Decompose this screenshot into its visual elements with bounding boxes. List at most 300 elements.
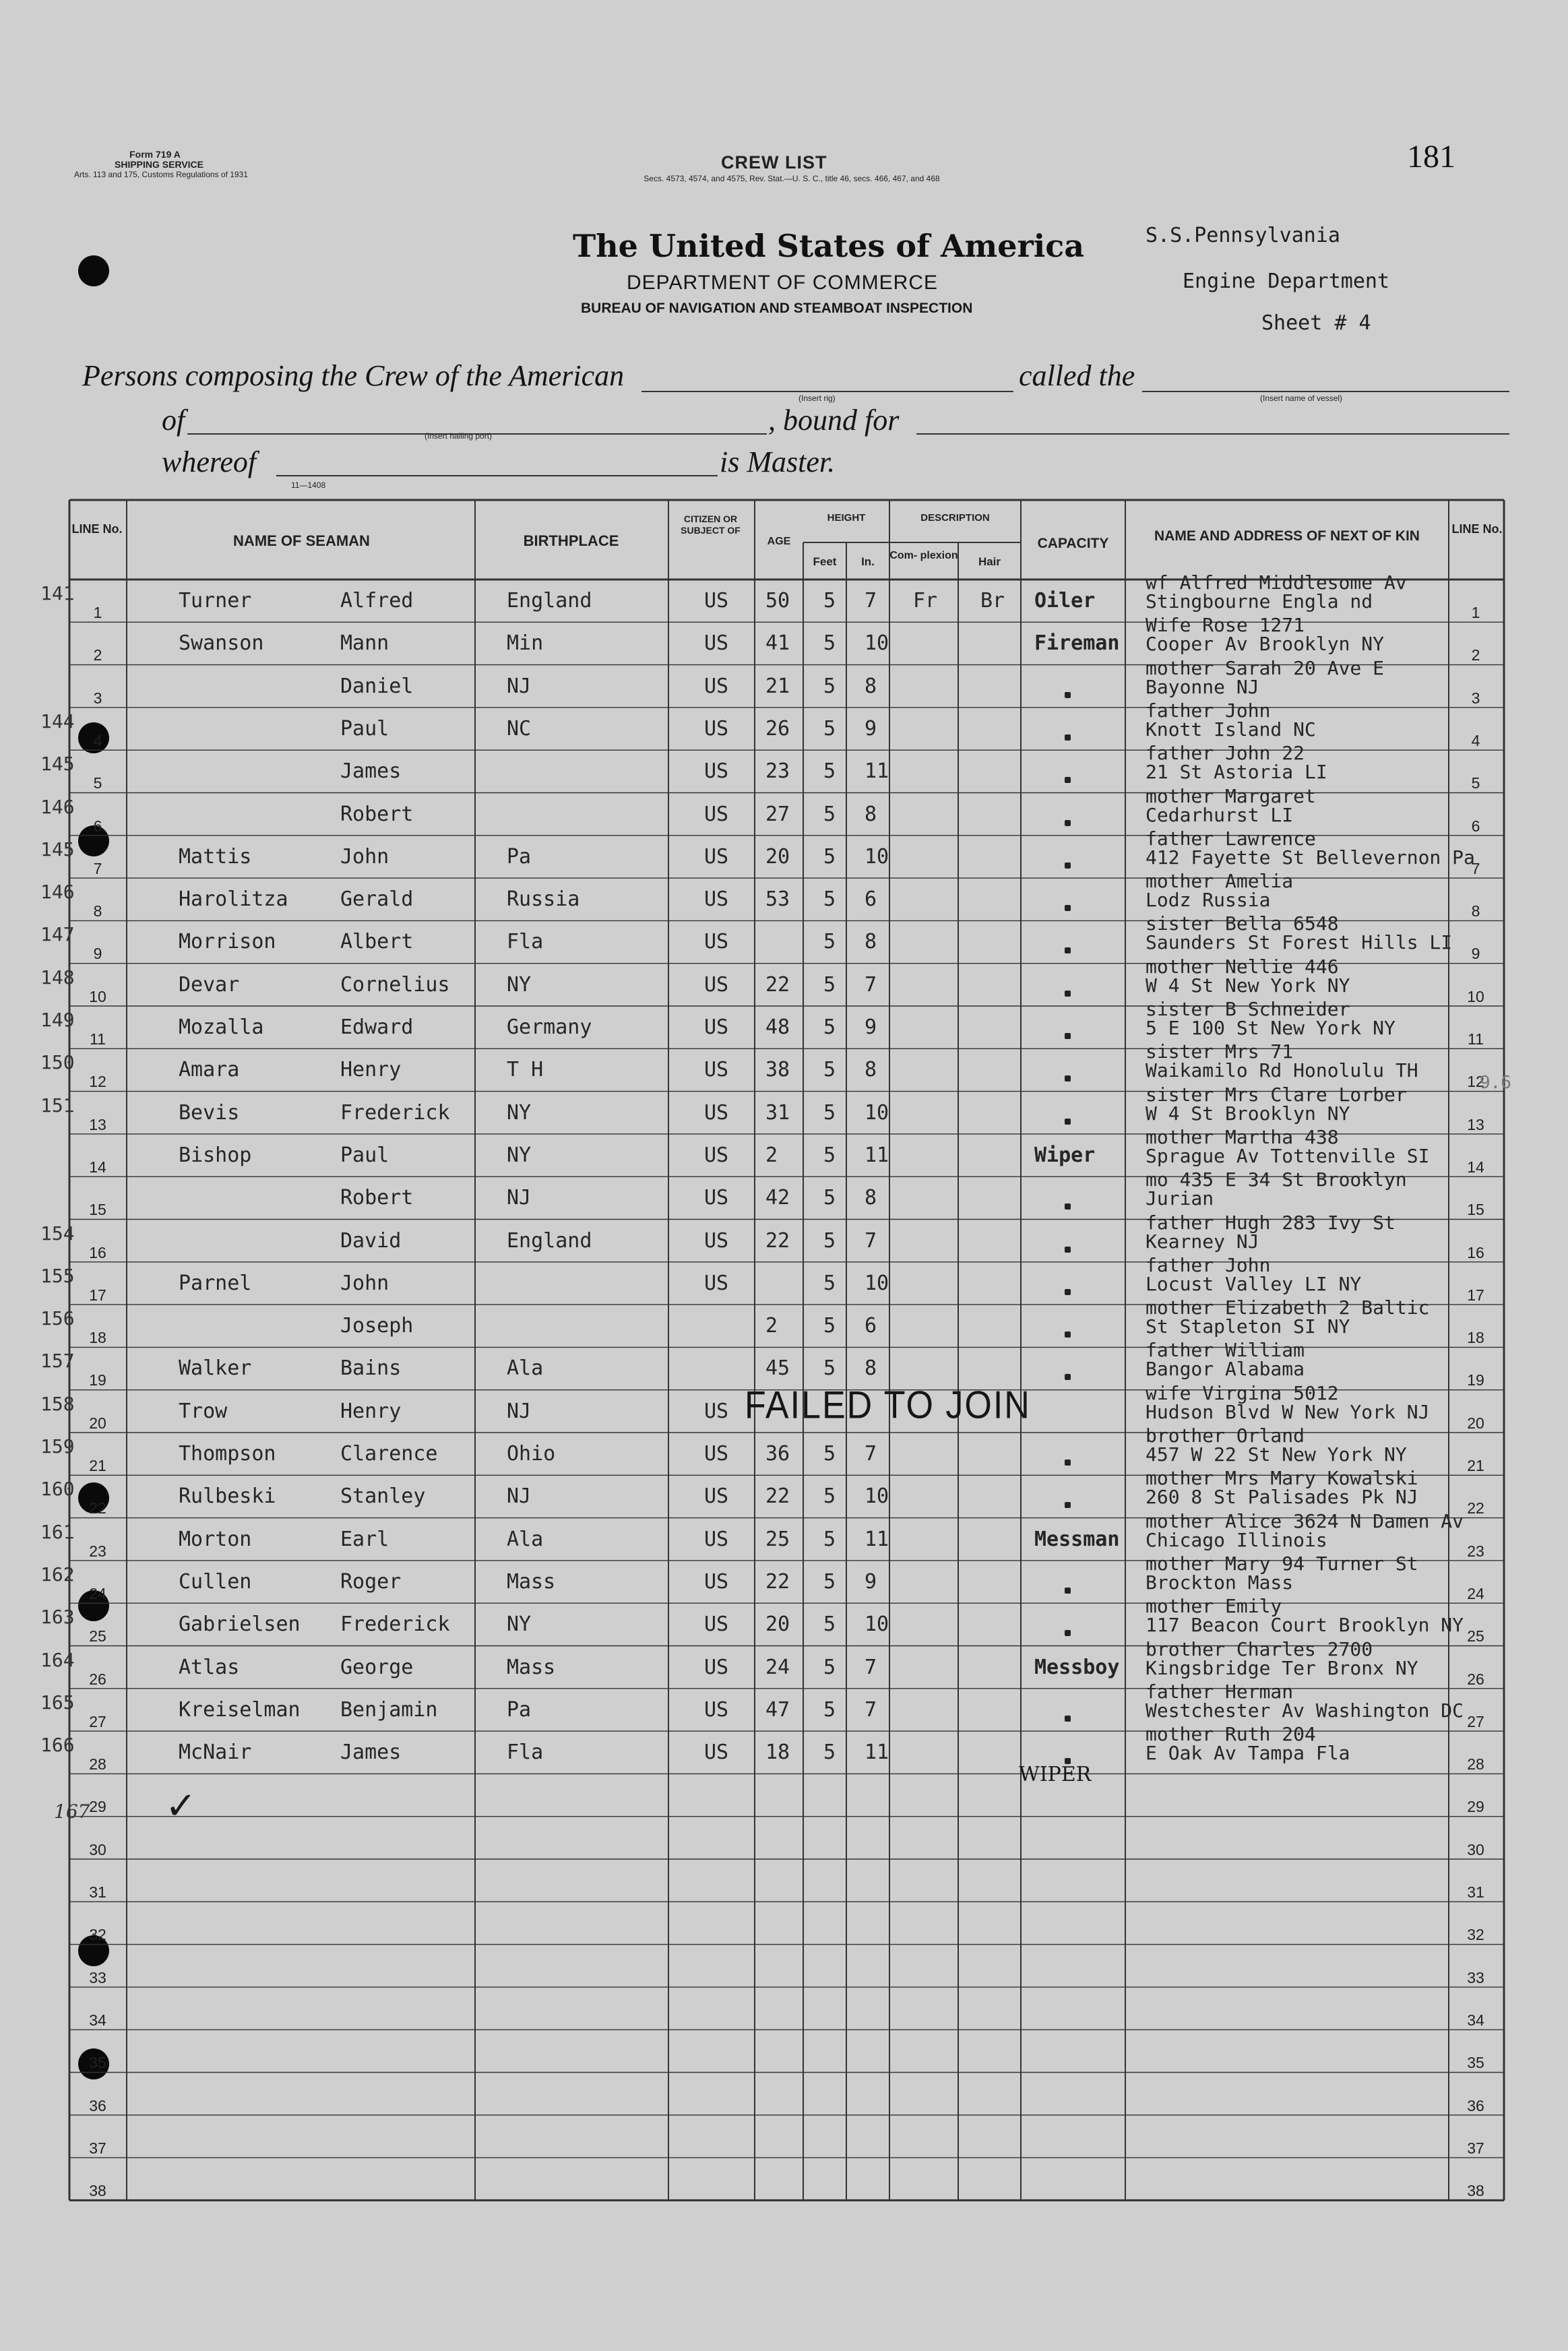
- seaman-surname: Amara: [179, 1058, 240, 1082]
- seaman-surname: McNair: [179, 1741, 252, 1765]
- crew-seq-number: 155: [40, 1264, 75, 1287]
- ditto-mark: [1065, 1331, 1071, 1338]
- next-of-kin-line: mother Emily: [1146, 1595, 1282, 1618]
- header-complexion: Com- plexion: [889, 550, 958, 561]
- ditto-mark: [1065, 947, 1071, 953]
- height-inches-cell: 8: [865, 802, 877, 826]
- line-number-right: 26: [1467, 1670, 1484, 1688]
- height-feet-cell: 5: [823, 1314, 836, 1338]
- height-feet-cell: 5: [823, 1527, 836, 1551]
- height-inches-cell: 8: [865, 674, 877, 698]
- seaman-surname: Rulbeski: [179, 1484, 276, 1509]
- birthplace-cell: Fla: [507, 1741, 544, 1765]
- next-of-kin-line: Kearney NJ: [1146, 1230, 1259, 1253]
- seaman-surname: Bishop: [179, 1143, 252, 1167]
- seaman-surname: Trow: [179, 1399, 228, 1423]
- line-number: 1: [93, 604, 102, 621]
- citizen-cell: US: [704, 1655, 729, 1679]
- age-cell: 23: [765, 759, 790, 784]
- line-number-right: 30: [1467, 1840, 1484, 1858]
- line-number: 12: [89, 1073, 106, 1091]
- height-feet-cell: 5: [823, 589, 836, 613]
- next-of-kin-line: sister Bella 6548: [1146, 912, 1339, 935]
- seaman-surname: Thompson: [179, 1442, 276, 1466]
- seaman-given-name: Alfred: [340, 589, 414, 613]
- seaman-given-name: Mann: [340, 631, 389, 656]
- line-number-right: 18: [1467, 1329, 1484, 1347]
- age-cell: 45: [765, 1356, 790, 1381]
- margin-note: 167: [54, 1800, 90, 1823]
- birthplace-cell: NJ: [507, 1186, 532, 1210]
- age-cell: 20: [765, 1612, 790, 1637]
- next-of-kin-line: Locust Valley LI NY: [1146, 1272, 1362, 1295]
- engine-department: Engine Department: [1183, 270, 1390, 293]
- seaman-given-name: Benjamin: [340, 1697, 438, 1722]
- check-mark: ✓: [165, 1784, 197, 1828]
- wiper-handwritten: WIPER: [1019, 1763, 1092, 1786]
- height-inches-cell: 6: [865, 887, 877, 912]
- line-number-right: 12: [1467, 1073, 1484, 1091]
- next-of-kin-line: wife Virgina 5012: [1146, 1381, 1339, 1404]
- next-of-kin-line: sister B Schneider: [1146, 998, 1350, 1020]
- next-of-kin-line: mother Margaret: [1146, 784, 1316, 807]
- line-number: 23: [89, 1542, 106, 1560]
- next-of-kin-line: 21 St Astoria LI: [1146, 761, 1327, 784]
- height-inches-cell: 8: [865, 1356, 877, 1381]
- line-number-right: 19: [1467, 1371, 1484, 1389]
- ditto-mark: [1065, 777, 1071, 783]
- line-number-right: 38: [1467, 2182, 1484, 2200]
- seaman-surname: Kreiselman: [179, 1697, 301, 1722]
- line-number: 16: [89, 1243, 106, 1261]
- crew-seq-number: 158: [40, 1392, 75, 1415]
- height-inches-cell: 7: [865, 972, 877, 997]
- next-of-kin-line: father Herman: [1146, 1680, 1294, 1703]
- next-of-kin-line: brother Charles 2700: [1146, 1637, 1373, 1660]
- next-of-kin-line: Chicago Illinois: [1146, 1528, 1327, 1551]
- line-number-right: 5: [1471, 774, 1480, 792]
- line-number: 15: [89, 1201, 106, 1219]
- birthplace-cell: Ala: [507, 1527, 544, 1551]
- next-of-kin-line: mother Ruth 204: [1146, 1723, 1316, 1746]
- ditto-mark: [1065, 692, 1071, 698]
- next-of-kin-line: Cooper Av Brooklyn NY: [1146, 633, 1385, 656]
- line-number-right: 35: [1467, 2054, 1484, 2072]
- ditto-mark: [1065, 1033, 1071, 1039]
- crew-seq-number: 162: [40, 1563, 75, 1586]
- age-cell: 31: [765, 1100, 790, 1125]
- line-number: 7: [93, 859, 102, 877]
- line-number: 19: [89, 1371, 106, 1389]
- ditto-mark: [1065, 1588, 1071, 1594]
- of-label: of: [162, 404, 185, 437]
- seaman-given-name: Daniel: [340, 674, 414, 698]
- ditto-mark: [1065, 1502, 1071, 1508]
- birthplace-cell: Min: [507, 631, 544, 656]
- line-number-right: 13: [1467, 1115, 1484, 1133]
- crew-seq-number: 146: [40, 881, 75, 904]
- next-of-kin-line: E Oak Av Tampa Fla: [1146, 1742, 1350, 1765]
- height-inches-cell: 10: [865, 1484, 889, 1509]
- height-feet-cell: 5: [823, 972, 836, 997]
- seaman-given-name: Robert: [340, 1186, 414, 1210]
- height-inches-cell: 7: [865, 1697, 877, 1722]
- line-number: 3: [93, 689, 102, 707]
- citizen-cell: US: [704, 589, 729, 613]
- seaman-given-name: Cornelius: [340, 972, 450, 997]
- ditto-mark: [1065, 1630, 1071, 1636]
- height-inches-cell: 10: [865, 844, 889, 869]
- seaman-given-name: George: [340, 1655, 414, 1679]
- line-number-right: 6: [1471, 817, 1480, 835]
- citizen-cell: US: [704, 1228, 729, 1253]
- capacity-cell: Oiler: [1034, 589, 1096, 613]
- crew-seq-number: 144: [40, 710, 75, 732]
- birthplace-cell: Fla: [507, 930, 544, 954]
- header-line-no: LINE No.: [71, 522, 123, 536]
- next-of-kin-line: Bangor Alabama: [1146, 1358, 1305, 1381]
- age-cell: 53: [765, 887, 790, 912]
- citizen-cell: US: [704, 930, 729, 954]
- next-of-kin-line: mother Mary 94 Turner St: [1146, 1552, 1418, 1575]
- seaman-given-name: Henry: [340, 1058, 402, 1082]
- line-number: 25: [89, 1627, 106, 1645]
- birthplace-cell: NY: [507, 972, 532, 997]
- seaman-surname: Bevis: [179, 1100, 240, 1125]
- height-inches-cell: 10: [865, 1100, 889, 1125]
- crew-seq-number: 150: [40, 1051, 75, 1074]
- line-number-right: 33: [1467, 1968, 1484, 1986]
- height-inches-cell: 8: [865, 930, 877, 954]
- height-inches-cell: 11: [865, 1741, 889, 1765]
- seaman-given-name: Clarence: [340, 1442, 438, 1466]
- citizen-cell: US: [704, 1399, 729, 1423]
- citizen-cell: US: [704, 1100, 729, 1125]
- citizen-cell: US: [704, 716, 729, 741]
- page-number: 181: [1407, 139, 1455, 175]
- seaman-given-name: Stanley: [340, 1484, 426, 1509]
- line-number: 26: [89, 1670, 106, 1688]
- line-number-right: 21: [1467, 1457, 1484, 1474]
- line-number: 34: [89, 2011, 106, 2029]
- ditto-mark: [1065, 991, 1071, 997]
- next-of-kin-line: brother Orland: [1146, 1424, 1305, 1447]
- next-of-kin-line: Brockton Mass: [1146, 1571, 1294, 1594]
- citizen-cell: US: [704, 802, 729, 826]
- height-feet-cell: 5: [823, 802, 836, 826]
- next-of-kin-line: Waikamilo Rd Honolulu TH: [1146, 1059, 1418, 1082]
- age-cell: 27: [765, 802, 790, 826]
- seaman-given-name: Frederick: [340, 1100, 450, 1125]
- birthplace-cell: Mass: [507, 1655, 556, 1679]
- capacity-cell: Wiper: [1034, 1143, 1096, 1167]
- next-of-kin-line: 5 E 100 St New York NY: [1146, 1017, 1395, 1039]
- seaman-surname: Harolitza: [179, 887, 288, 912]
- line-number-right: 7: [1471, 859, 1480, 877]
- height-feet-cell: 5: [823, 759, 836, 784]
- header-inches: In.: [861, 555, 875, 568]
- height-feet-cell: 5: [823, 1569, 836, 1594]
- line-number-right: 29: [1467, 1798, 1484, 1816]
- next-of-kin-line: Sprague Av Tottenville SI: [1146, 1144, 1430, 1167]
- line-number: 22: [89, 1499, 106, 1517]
- rig-hint: (Insert rig): [798, 394, 836, 403]
- citizen-cell: US: [704, 1442, 729, 1466]
- line-number: 32: [89, 1926, 106, 1944]
- age-cell: 50: [765, 589, 790, 613]
- line-number: 21: [89, 1457, 106, 1474]
- age-cell: 22: [765, 1569, 790, 1594]
- height-feet-cell: 5: [823, 716, 836, 741]
- citizen-cell: US: [704, 972, 729, 997]
- line-number: 13: [89, 1115, 106, 1133]
- next-of-kin-line: Wife Rose 1271: [1146, 614, 1305, 637]
- vessel-hint: (Insert name of vessel): [1260, 394, 1343, 403]
- height-inches-cell: 7: [865, 1228, 877, 1253]
- next-of-kin-line: Hudson Blvd W New York NJ: [1146, 1400, 1430, 1423]
- header-hair: Hair: [978, 555, 1001, 568]
- seaman-given-name: Paul: [340, 1143, 389, 1167]
- age-cell: 2: [765, 1143, 778, 1167]
- height-feet-cell: 5: [823, 1655, 836, 1679]
- age-cell: 2: [765, 1314, 778, 1338]
- citizen-cell: US: [704, 631, 729, 656]
- line-number-right: 27: [1467, 1712, 1484, 1730]
- height-inches-cell: 9: [865, 1569, 877, 1594]
- failed-to-join-stamp: FAILED TO JOIN: [745, 1384, 1031, 1427]
- next-of-kin-line: W 4 St Brooklyn NY: [1146, 1102, 1350, 1125]
- height-feet-cell: 5: [823, 631, 836, 656]
- next-of-kin-line: father William: [1146, 1339, 1305, 1362]
- line-number: 8: [93, 902, 102, 920]
- age-cell: 18: [765, 1741, 790, 1765]
- height-inches-cell: 7: [865, 1655, 877, 1679]
- crew-seq-number: 161: [40, 1520, 75, 1543]
- seaman-surname: Turner: [179, 589, 252, 613]
- ditto-mark: [1065, 1289, 1071, 1295]
- line-number: 5: [93, 774, 102, 792]
- line-number-right: 11: [1468, 1030, 1484, 1048]
- height-inches-cell: 9: [865, 1015, 877, 1039]
- line-number: 30: [89, 1840, 106, 1858]
- bureau-title: BUREAU OF NAVIGATION AND STEAMBOAT INSPECTION: [581, 301, 973, 316]
- print-code: 11—1408: [291, 480, 326, 490]
- header-capacity: CAPACITY: [1037, 536, 1109, 551]
- seaman-given-name: Edward: [340, 1015, 414, 1039]
- next-of-kin-line: Bayonne NJ: [1146, 675, 1259, 698]
- citizen-cell: US: [704, 1697, 729, 1722]
- citizen-cell: US: [704, 1569, 729, 1594]
- ditto-mark: [1065, 1716, 1071, 1722]
- ditto-mark: [1065, 1075, 1071, 1082]
- crew-seq-number: 163: [40, 1606, 75, 1629]
- next-of-kin-line: mother Sarah 20 Ave E: [1146, 656, 1385, 679]
- ditto-mark: [1065, 1460, 1071, 1466]
- birthplace-cell: NJ: [507, 674, 532, 698]
- header-feet: Feet: [813, 555, 837, 568]
- line-number: 9: [93, 945, 102, 963]
- age-cell: 21: [765, 674, 790, 698]
- seaman-surname: Parnel: [179, 1271, 252, 1295]
- line-number-right: 17: [1467, 1286, 1484, 1304]
- ditto-mark: [1065, 905, 1071, 911]
- crew-seq-number: 165: [40, 1691, 75, 1714]
- seaman-surname: Mattis: [179, 844, 252, 869]
- height-inches-cell: 10: [865, 1612, 889, 1637]
- form-number: Form 719 A: [129, 149, 181, 160]
- form-title: CREW LIST: [721, 152, 827, 173]
- crew-seq-number: 146: [40, 795, 75, 818]
- seaman-given-name: Frederick: [340, 1612, 450, 1637]
- crew-seq-number: 145: [40, 838, 75, 860]
- line-number-right: 37: [1467, 2139, 1484, 2157]
- next-of-kin-line: Jurian: [1146, 1187, 1214, 1210]
- line-number-right: 32: [1467, 1926, 1484, 1944]
- line-number: 6: [93, 817, 102, 835]
- capacity-cell: Fireman: [1034, 631, 1120, 656]
- is-master-label: is Master.: [720, 445, 836, 478]
- height-inches-cell: 7: [865, 589, 877, 613]
- seaman-surname: Swanson: [179, 631, 264, 656]
- line-number: 27: [89, 1712, 106, 1730]
- height-inches-cell: 8: [865, 1058, 877, 1082]
- ditto-mark: [1065, 734, 1071, 741]
- next-of-kin-line: mother Amelia: [1146, 870, 1294, 893]
- birthplace-cell: Mass: [507, 1569, 556, 1594]
- line-number: 17: [89, 1286, 106, 1304]
- next-of-kin-line: Cedarhurst LI: [1146, 803, 1294, 826]
- next-of-kin-line: 457 W 22 St New York NY: [1146, 1443, 1407, 1466]
- bound-for-label: , bound for: [768, 404, 900, 437]
- line-number-right: 34: [1467, 2011, 1484, 2029]
- seaman-given-name: John: [340, 844, 389, 869]
- next-of-kin-line: 117 Beacon Court Brooklyn NY: [1146, 1614, 1464, 1637]
- citizen-cell: US: [704, 1612, 729, 1637]
- birthplace-cell: Pa: [507, 1697, 532, 1722]
- seaman-surname: Mozalla: [179, 1015, 264, 1039]
- next-of-kin-line: mother Elizabeth 2 Baltic: [1146, 1296, 1430, 1319]
- line-number: 28: [89, 1755, 106, 1774]
- height-inches-cell: 8: [865, 1186, 877, 1210]
- height-feet-cell: 5: [823, 1697, 836, 1722]
- ditto-mark: [1065, 1247, 1071, 1253]
- birthplace-cell: Germany: [507, 1015, 592, 1039]
- birthplace-cell: Ohio: [507, 1442, 556, 1466]
- form-department: SHIPPING SERVICE: [115, 159, 204, 170]
- sheet-number: Sheet # 4: [1261, 311, 1371, 335]
- ditto-mark: [1065, 1203, 1071, 1210]
- birthplace-cell: NY: [507, 1143, 532, 1167]
- height-inches-cell: 11: [865, 1143, 889, 1167]
- line-number: 37: [89, 2139, 106, 2157]
- height-inches-cell: 10: [865, 631, 889, 656]
- next-of-kin-line: father Lawrence: [1146, 827, 1316, 850]
- form-statutes: Secs. 4573, 4574, and 4575, Rev. Stat.—U. S. C., title 46, secs. 466, 467, and 468: [644, 174, 940, 183]
- line-number: 4: [93, 731, 102, 749]
- next-of-kin-line: father Hugh 283 Ivy St: [1146, 1211, 1395, 1234]
- crew-seq-number: 160: [40, 1478, 75, 1501]
- height-inches-cell: 10: [865, 1271, 889, 1295]
- age-cell: 41: [765, 631, 790, 656]
- line-number-right: 28: [1467, 1755, 1484, 1774]
- birthplace-cell: Ala: [507, 1356, 544, 1381]
- height-feet-cell: 5: [823, 1186, 836, 1210]
- seaman-given-name: Gerald: [340, 887, 414, 912]
- citizen-cell: US: [704, 1058, 729, 1082]
- citizen-cell: US: [704, 1527, 729, 1551]
- seaman-given-name: Earl: [340, 1527, 389, 1551]
- birthplace-cell: NY: [507, 1612, 532, 1637]
- header-citizen: CITIZEN OR SUBJECT OF: [681, 513, 741, 536]
- height-feet-cell: 5: [823, 1612, 836, 1637]
- crew-seq-number: 157: [40, 1350, 75, 1373]
- crew-seq-number: 154: [40, 1222, 75, 1245]
- line-number-right: 31: [1467, 1883, 1484, 1901]
- height-feet-cell: 5: [823, 887, 836, 912]
- height-inches-cell: 9: [865, 716, 877, 741]
- seaman-given-name: James: [340, 759, 402, 784]
- next-of-kin-line: father John 22: [1146, 742, 1305, 765]
- header-description: DESCRIPTION: [920, 512, 990, 524]
- line-number-right: 3: [1471, 689, 1480, 707]
- header-name: NAME OF SEAMAN: [233, 532, 370, 549]
- crew-line-label: Persons composing the Crew of the American: [82, 359, 625, 392]
- department-title: DEPARTMENT OF COMMERCE: [627, 272, 939, 294]
- age-cell: 42: [765, 1186, 790, 1210]
- complexion-cell: Fr: [913, 589, 938, 613]
- line-number-right: 14: [1467, 1158, 1484, 1176]
- citizen-cell: US: [704, 1741, 729, 1765]
- line-number: 2: [93, 646, 102, 664]
- ditto-mark: [1065, 863, 1071, 869]
- citizen-cell: US: [704, 887, 729, 912]
- birthplace-cell: NJ: [507, 1399, 532, 1423]
- age-cell: 47: [765, 1697, 790, 1722]
- height-feet-cell: 5: [823, 674, 836, 698]
- line-number-right: 8: [1471, 902, 1480, 920]
- seaman-given-name: James: [340, 1741, 402, 1765]
- seaman-surname: Morrison: [179, 930, 276, 954]
- crew-seq-number: 141: [40, 582, 75, 604]
- next-of-kin-line: 412 Fayette St Bellevernon Pa: [1146, 846, 1475, 869]
- capacity-cell: Messman: [1034, 1527, 1120, 1551]
- next-of-kin-line: wf Alfred Middlesome Av: [1146, 571, 1407, 594]
- age-cell: 22: [765, 1228, 790, 1253]
- height-feet-cell: 5: [823, 1015, 836, 1039]
- age-cell: 22: [765, 1484, 790, 1509]
- seaman-given-name: Joseph: [340, 1314, 414, 1338]
- citizen-cell: US: [704, 759, 729, 784]
- ditto-mark: [1065, 820, 1071, 826]
- line-number: 24: [89, 1584, 106, 1602]
- next-of-kin-line: W 4 St New York NY: [1146, 974, 1350, 997]
- age-cell: 26: [765, 716, 790, 741]
- line-number-right: 25: [1467, 1627, 1484, 1645]
- seaman-surname: Gabrielsen: [179, 1612, 301, 1637]
- next-of-kin-line: Stingbourne Engla nd: [1146, 590, 1373, 613]
- height-feet-cell: 5: [823, 1741, 836, 1765]
- crew-seq-number: 159: [40, 1435, 75, 1457]
- line-number: 10: [89, 987, 106, 1005]
- next-of-kin-line: Saunders St Forest Hills LI: [1146, 931, 1453, 954]
- next-of-kin-line: St Stapleton SI NY: [1146, 1315, 1350, 1338]
- height-feet-cell: 5: [823, 1228, 836, 1253]
- next-of-kin-line: mother Mrs Mary Kowalski: [1146, 1467, 1418, 1490]
- birthplace-cell: Russia: [507, 887, 580, 912]
- citizen-cell: US: [704, 1015, 729, 1039]
- citizen-cell: US: [704, 1484, 729, 1509]
- seaman-given-name: David: [340, 1228, 402, 1253]
